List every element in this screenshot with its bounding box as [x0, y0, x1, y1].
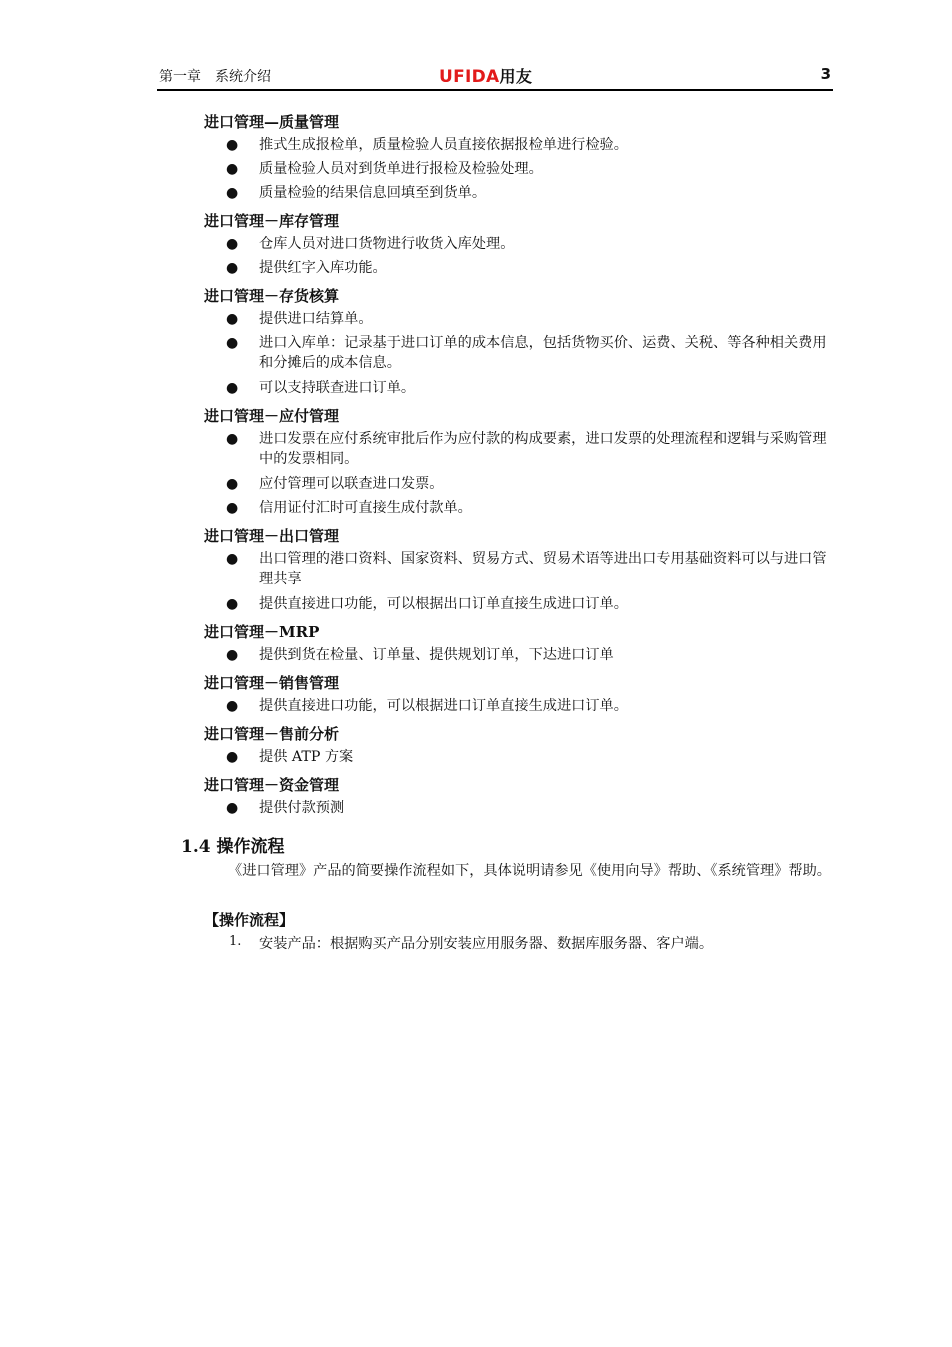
list-item: 可以支持联查进口订单。 [259, 380, 416, 396]
bullet-icon: ● [226, 500, 239, 516]
bullet-icon: ● [226, 185, 239, 201]
list-item: 仓库人员对进口货物进行收货入库处理。 [259, 236, 515, 252]
bullet-icon: ● [226, 698, 239, 714]
intro-paragraph: 《进口管理》产品的简要操作流程如下，具体说明请参见《使用向导》帮助、《系统管理》帮助。 [228, 863, 831, 879]
list-item: 提供 ATP 方案 [259, 749, 354, 765]
section-title: 进口管理－出口管理 [204, 527, 340, 545]
list-item: 质量检验的结果信息回填至到货单。 [259, 185, 487, 201]
bullet-icon: ● [226, 800, 239, 816]
step-number: 1. [229, 934, 242, 949]
list-item: 进口入库单：记录基于进口订单的成本信息，包括货物买价、运费、关税、等各种相关费用和分摊后的成本信息。 [259, 335, 827, 371]
list-item: 推式生成报检单，质量检验人员直接依据报检单进行检验。 [259, 137, 628, 153]
section-title: 进口管理－销售管理 [204, 674, 340, 692]
section-title: 进口管理－应付管理 [204, 407, 340, 425]
bullet-icon: ● [226, 476, 239, 492]
flow-title: 【操作流程】 [204, 911, 295, 929]
section-title: 进口管理－资金管理 [204, 776, 340, 794]
section-heading-1-4: 1.4 操作流程 [181, 837, 285, 857]
page-header [157, 64, 833, 91]
list-item: 提供到货在检量、订单量、提供规划订单，下达进口订单 [259, 647, 614, 663]
ufida-logo [439, 64, 532, 87]
bullet-icon: ● [226, 236, 239, 252]
step-text: 安装产品：根据购买产品分别安装应用服务器、数据库服务器、客户端。 [259, 936, 714, 952]
list-item: 进口发票在应付系统审批后作为应付款的构成要素，进口发票的处理流程和逻辑与采购管理中的发票相同。 [259, 431, 827, 467]
chapter-title: 第一章 系统介绍 [159, 69, 271, 85]
list-item: 提供直接进口功能，可以根据进口订单直接生成进口订单。 [259, 698, 628, 714]
section-title: 进口管理－库存管理 [204, 212, 340, 230]
bullet-icon: ● [226, 551, 239, 567]
bullet-icon: ● [226, 161, 239, 177]
list-item: 信用证付汇时可直接生成付款单。 [259, 500, 472, 516]
bullet-icon: ● [226, 260, 239, 276]
bullet-icon: ● [226, 311, 239, 327]
bullet-icon: ● [226, 647, 239, 663]
list-item: 应付管理可以联查进口发票。 [259, 476, 444, 492]
section-title: 进口管理－售前分析 [204, 725, 340, 743]
list-item: 提供付款预测 [259, 800, 345, 816]
list-item: 质量检验人员对到货单进行报检及检验处理。 [259, 161, 543, 177]
page-number: 3 [820, 65, 831, 83]
bullet-icon: ● [226, 596, 239, 612]
logo-cn-text: 用友 [499, 67, 533, 86]
section-title: 进口管理－MRP [204, 623, 320, 641]
bullet-icon: ● [226, 431, 239, 447]
list-item: 提供进口结算单。 [259, 311, 373, 327]
bullet-icon: ● [226, 749, 239, 765]
bullet-icon: ● [226, 335, 239, 351]
list-item: 提供直接进口功能，可以根据出口订单直接生成进口订单。 [259, 596, 628, 612]
logo-brand-text: UFIDA [439, 67, 500, 87]
bullet-icon: ● [226, 380, 239, 396]
section-title: 进口管理－存货核算 [204, 287, 340, 305]
list-item: 出口管理的港口资料、国家资料、贸易方式、贸易术语等进出口专用基础资料可以与进口管理共享 [259, 551, 827, 587]
section-title: 进口管理—质量管理 [204, 113, 340, 131]
bullet-icon: ● [226, 137, 239, 153]
list-item: 提供红字入库功能。 [259, 260, 387, 276]
